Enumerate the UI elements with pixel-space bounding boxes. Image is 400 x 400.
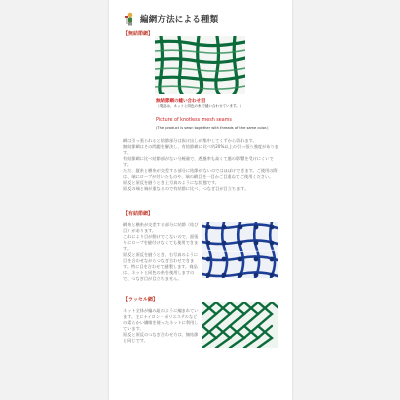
knotless-seam-caption-jp: 無結節網の縫い合わせ目 (156, 99, 206, 104)
raschel-section-label: 【ラッセル網】 (123, 297, 158, 303)
knotted-description: 網糸と横糸が交差する部分に結節（結び目）があります。 これにより目が動けでこないので、面張りにロープを縫付けなくても使用できます。 原反と原反を縫うとき、右写真のように目を合わせながらつなぎ合わせできます。特に目を合わせて縫製します。商品は、ネットと同色の糸を使用しますので、つなぎ目が目立ちません。 (123, 222, 199, 281)
raschel-description: ネット全体が編み紐のように編まれています。主にナイロン・ポリエステルなどの柔らかい繊維を使ったネットに利用しています。 原反と原反のつなぎ合わせ方は、無結節と同じです。 (123, 308, 199, 343)
page-title: 編網方法による種類 (140, 15, 219, 25)
knotless-seam-note-jp: （現品は、ネットと同色の糸で縫い合わせています。） (156, 104, 244, 108)
knotted-section-label: 【有結節網】 (123, 211, 154, 217)
green-raschel-net-photo (202, 302, 278, 348)
figure-holding-flag-icon (123, 12, 137, 26)
knotless-seam-caption-en: Picture of knotless mesh seams (156, 118, 232, 123)
page-header (123, 12, 218, 26)
knotless-description: 網は引っ張られると結節部分は抜け出しが集中してくずから切れます。 無結節網はその問題を解決し、有結節網に比べ約20%以上の引っ張り強度があります。 有結節網に比べ結節部がない分軽量で、透風率も高くて風の影響を受けにくいです。 ただ、縦糸と横糸が交差する部分に結節がないのではほぼけできます。ご使用の際は、端にロープが付いたものや、端の網目を一目かご目重ねてご使用ください。 原反と原反を縫うとき上写真のようにな状態です。 原反の端と端が重なるので有結節に比べ、つなぎ目が目立ちます。 (123, 138, 279, 191)
blue-knotted-net-photo (202, 222, 278, 278)
green-knotless-net-photo (155, 36, 245, 94)
product-page (109, 0, 292, 400)
knotless-section-label: 【無結節網】 (123, 31, 154, 37)
knotless-seam-note-en: (The product is sewn together with threads of the same color.) (156, 126, 269, 130)
